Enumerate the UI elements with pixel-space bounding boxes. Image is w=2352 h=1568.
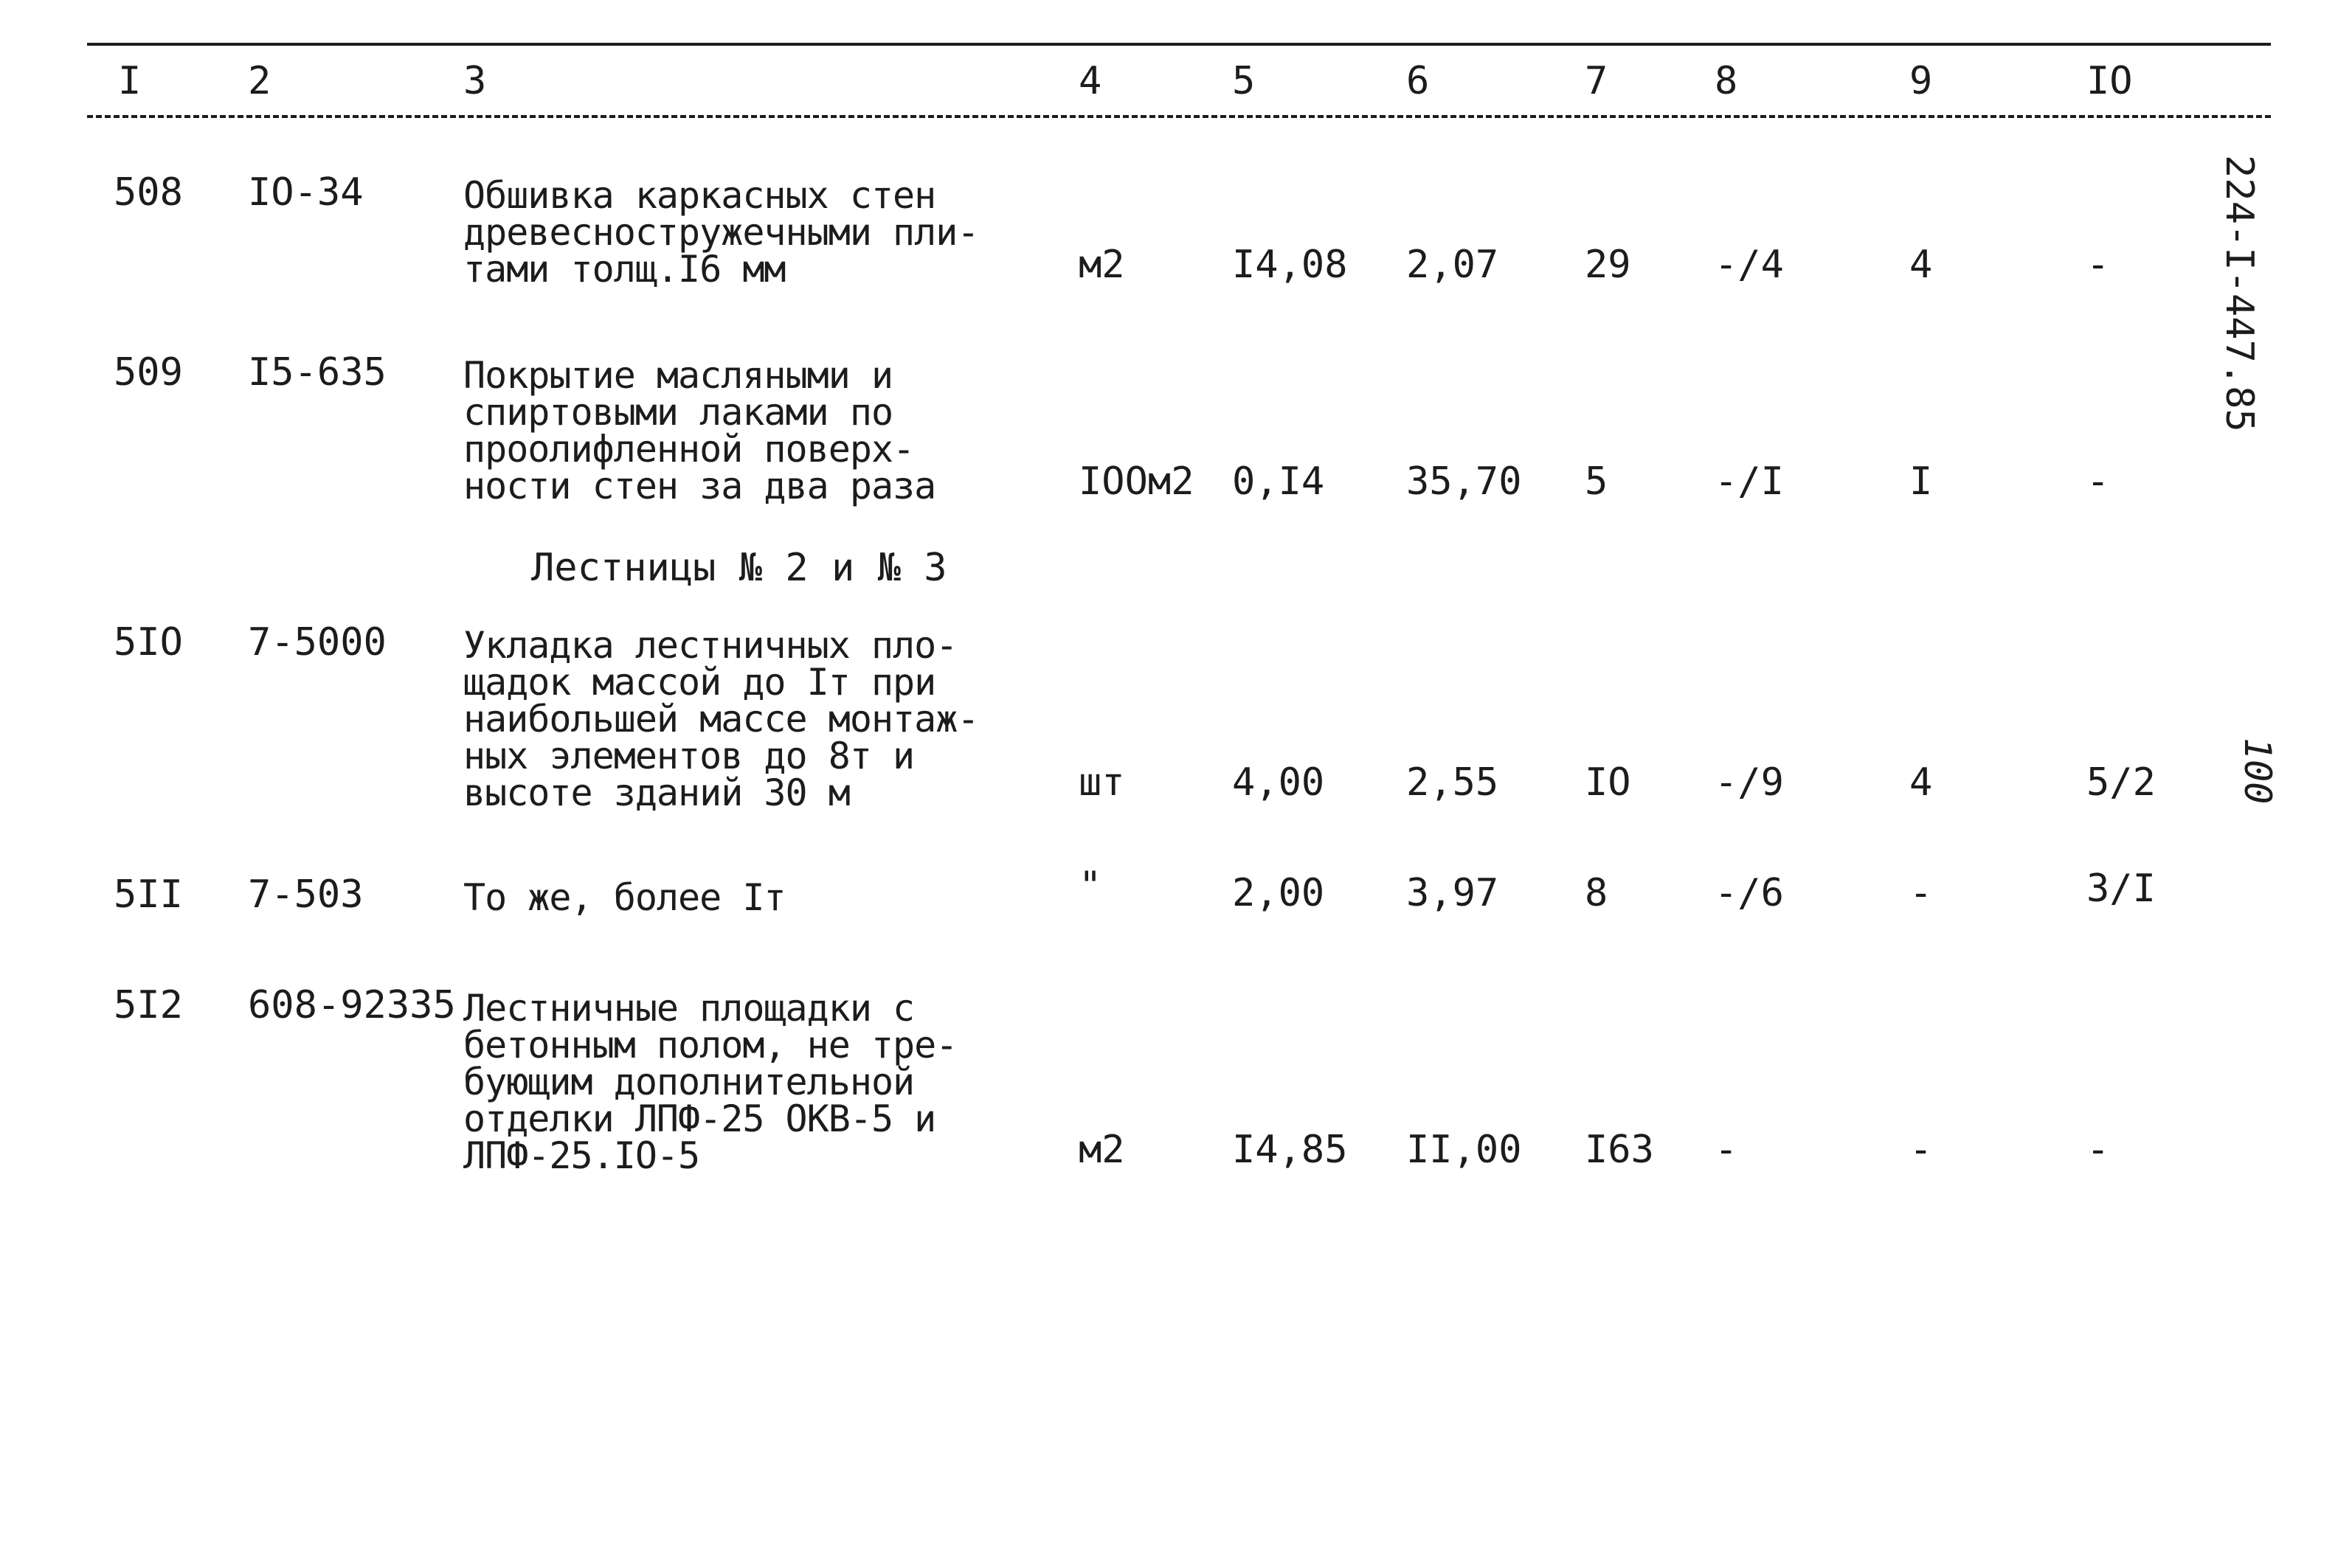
description-line: ных элементов до 8т и [463, 735, 915, 777]
column-header-8: 8 [1715, 59, 1738, 103]
column-header-3: 3 [463, 59, 487, 103]
row-number: 5IO [114, 620, 183, 665]
work-description [463, 876, 786, 919]
row-number: 5I2 [114, 983, 183, 1027]
column-7-value: 8 [1585, 871, 1608, 915]
work-description [463, 354, 936, 507]
column-10-value: 5/2 [2086, 760, 2156, 805]
column-header-9: 9 [1909, 59, 1933, 103]
unit: IOOм2 [1079, 459, 1194, 504]
column-header-2: 2 [248, 59, 271, 103]
column-8-value: -/6 [1715, 871, 1784, 915]
rate-code: 7-5000 [248, 620, 387, 665]
header-top-rule [87, 43, 2271, 46]
description-line: наибольшей массе монтаж- [463, 698, 979, 740]
work-description [463, 624, 979, 814]
description-line: ЛПФ-25.IO-5 [463, 1134, 700, 1177]
column-8-value: -/9 [1715, 760, 1784, 805]
description-line: щадок массой до Iт при [463, 661, 936, 704]
column-header-1: I [118, 59, 142, 103]
row-number: 5II [114, 873, 183, 917]
rate-code: 608-92335 [248, 983, 456, 1027]
description-line: Лестничные площадки с [463, 987, 915, 1030]
column-10-value: - [2086, 243, 2110, 287]
page-number: 100 [2236, 738, 2279, 805]
column-6-value: 2,07 [1406, 243, 1499, 287]
column-7-value: 29 [1585, 243, 1631, 287]
header-bottom-rule [87, 115, 2271, 118]
rate-code: I5-635 [248, 350, 387, 395]
column-header-7: 7 [1585, 59, 1608, 103]
column-10-value: - [2086, 459, 2110, 504]
description-line: ности стен за два раза [463, 465, 936, 507]
rate-code: 7-503 [248, 873, 364, 917]
column-9-value: - [1909, 1128, 1933, 1172]
column-header-4: 4 [1079, 59, 1102, 103]
column-9-value: 4 [1909, 243, 1933, 287]
work-description [463, 987, 958, 1177]
rate-code: IO-34 [248, 170, 364, 215]
column-9-value: 4 [1909, 760, 1933, 805]
description-line: тами толщ.I6 мм [463, 248, 786, 291]
column-header-6: 6 [1406, 59, 1430, 103]
description-line: проолифленной поверх- [463, 428, 915, 471]
description-line: Покрытие масляными и [463, 354, 893, 397]
description-line: Укладка лестничных пло- [463, 624, 958, 667]
column-5-value: I4,85 [1232, 1128, 1348, 1172]
column-header-5: 5 [1232, 59, 1256, 103]
column-5-value: 4,00 [1232, 760, 1325, 805]
row-number: 509 [114, 350, 183, 395]
description-line: высоте зданий 30 м [463, 771, 850, 814]
column-6-value: 35,70 [1406, 459, 1522, 504]
column-10-value: - [2086, 1128, 2110, 1172]
column-5-value: I4,08 [1232, 243, 1348, 287]
work-description [463, 174, 979, 291]
description-line: отделки ЛПФ-25 ОКВ-5 и [463, 1097, 936, 1140]
column-6-value: II,00 [1406, 1128, 1522, 1172]
column-8-value: - [1715, 1128, 1738, 1172]
column-5-value: 2,00 [1232, 871, 1325, 915]
column-8-value: -/4 [1715, 243, 1784, 287]
description-line: То же, более Iт [463, 876, 786, 919]
unit-ditto-mark: " [1079, 864, 1102, 908]
unit: м2 [1079, 243, 1125, 287]
column-header-10: IO [2086, 59, 2133, 103]
section-title: Лестницы № 2 и № 3 [531, 546, 947, 590]
row-number: 508 [114, 170, 183, 215]
column-8-value: -/I [1715, 459, 1784, 504]
description-line: Обшивка каркасных стен [463, 174, 936, 217]
description-line: бетонным полом, не тре- [463, 1024, 958, 1066]
column-10-value: 3/I [2086, 867, 2156, 911]
unit: шт [1079, 760, 1125, 805]
document-code: 224-I-447.85 [2217, 155, 2261, 432]
column-9-value: - [1909, 871, 1933, 915]
column-7-value: IO [1585, 760, 1631, 805]
column-5-value: 0,I4 [1232, 459, 1325, 504]
column-7-value: I63 [1585, 1128, 1654, 1172]
unit: м2 [1079, 1128, 1125, 1172]
column-6-value: 2,55 [1406, 760, 1499, 805]
description-line: бующим дополнительной [463, 1061, 915, 1103]
column-7-value: 5 [1585, 459, 1608, 504]
column-6-value: 3,97 [1406, 871, 1499, 915]
description-line: древесностружечными пли- [463, 211, 979, 254]
column-9-value: I [1909, 459, 1933, 504]
description-line: спиртовыми лаками по [463, 391, 893, 434]
